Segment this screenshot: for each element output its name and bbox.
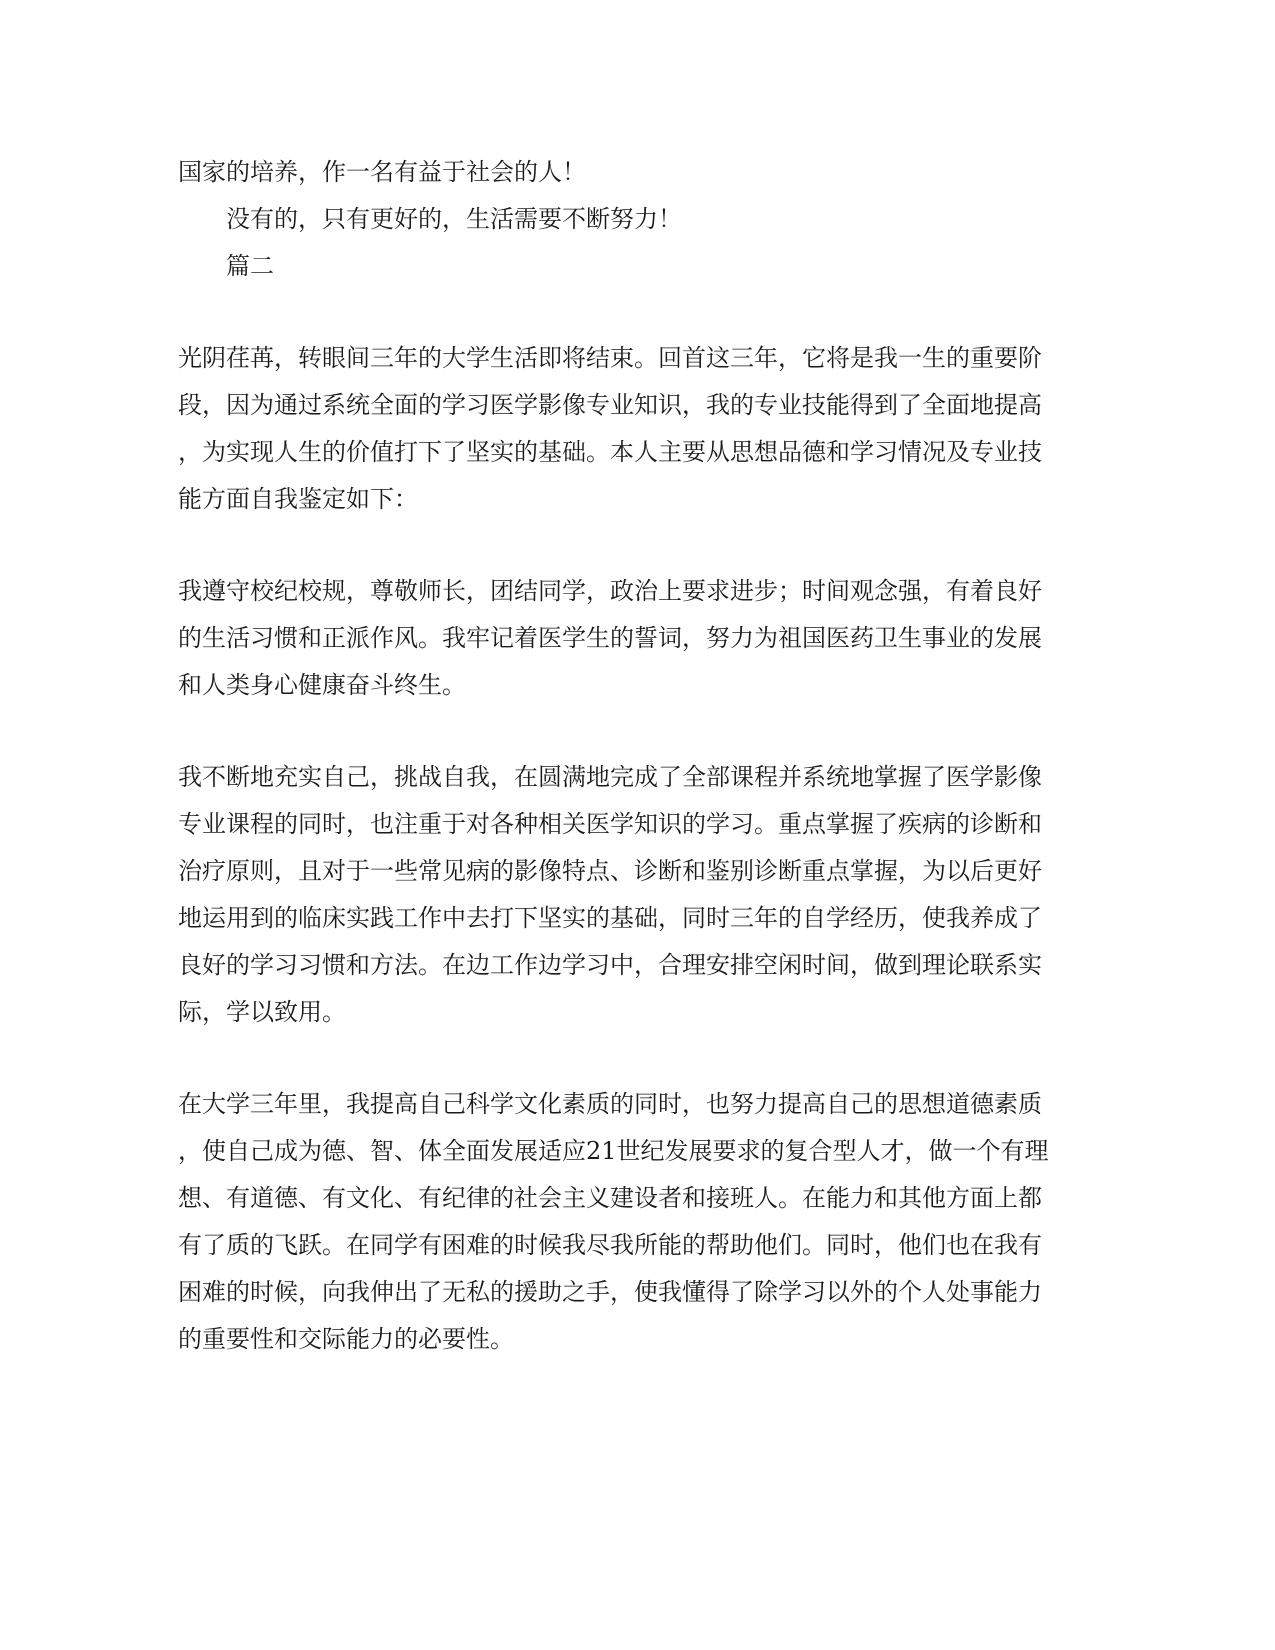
paragraph-4-line: 想、有道德、有文化、有纪律的社会主义建设者和接班人。在能力和其他方面上都	[178, 1184, 1042, 1212]
paragraph-1-line: 能方面自我鉴定如下：	[178, 485, 418, 513]
paragraph-1-line: 段，因为通过系统全面的学习医学影像专业知识，我的专业技能得到了全面地提高	[178, 391, 1042, 419]
paragraph-2-line: 的生活习惯和正派作风。我牢记着医学生的誓词，努力为祖国医药卫生事业的发展	[178, 624, 1042, 652]
paragraph-3-line: 治疗原则，且对于一些常见病的影像特点、诊断和鉴别诊断重点掌握，为以后更好	[178, 857, 1042, 885]
paragraph-2-line: 和人类身心健康奋斗终生。	[178, 671, 466, 699]
paragraph-4-line: 困难的时候，向我伸出了无私的援助之手，使我懂得了除学习以外的个人处事能力	[178, 1278, 1042, 1306]
paragraph-3-line: 际，学以致用。	[178, 998, 346, 1026]
paragraph-4-line: 在大学三年里，我提高自己科学文化素质的同时，也努力提高自己的思想道德素质	[178, 1090, 1042, 1118]
paragraph-1-line: ，为实现人生的价值打下了坚实的基础。本人主要从思想品德和学习情况及专业技	[178, 438, 1042, 466]
paragraph-3-line: 我不断地充实自己，挑战自我，在圆满地完成了全部课程并系统地掌握了医学影像	[178, 763, 1042, 791]
paragraph-4-line: ，使自己成为德、智、体全面发展适应21世纪发展要求的复合型人才，做一个有理	[178, 1137, 1049, 1165]
paragraph-2-line: 我遵守校纪校规，尊敬师长，团结同学，政治上要求进步；时间观念强，有着良好	[178, 577, 1042, 605]
paragraph-4-line: 的重要性和交际能力的必要性。	[178, 1325, 514, 1353]
paragraph-3-line: 专业课程的同时，也注重于对各种相关医学知识的学习。重点掌握了疾病的诊断和	[178, 810, 1042, 838]
paragraph-4-line: 有了质的飞跃。在同学有困难的时候我尽我所能的帮助他们。同时，他们也在我有	[178, 1231, 1042, 1259]
paragraph-3-line: 良好的学习习惯和方法。在边工作边学习中，合理安排空闲时间，做到理论联系实	[178, 951, 1042, 979]
closing-line: 没有的，只有更好的，生活需要不断努力！	[226, 205, 682, 233]
intro-line: 国家的培养，作一名有益于社会的人！	[178, 158, 586, 186]
paragraph-3-line: 地运用到的临床实践工作中去打下坚实的基础，同时三年的自学经历，使我养成了	[178, 904, 1042, 932]
paragraph-1-line: 光阴荏苒，转眼间三年的大学生活即将结束。回首这三年，它将是我一生的重要阶	[178, 344, 1042, 372]
section-heading: 篇二	[226, 252, 274, 280]
